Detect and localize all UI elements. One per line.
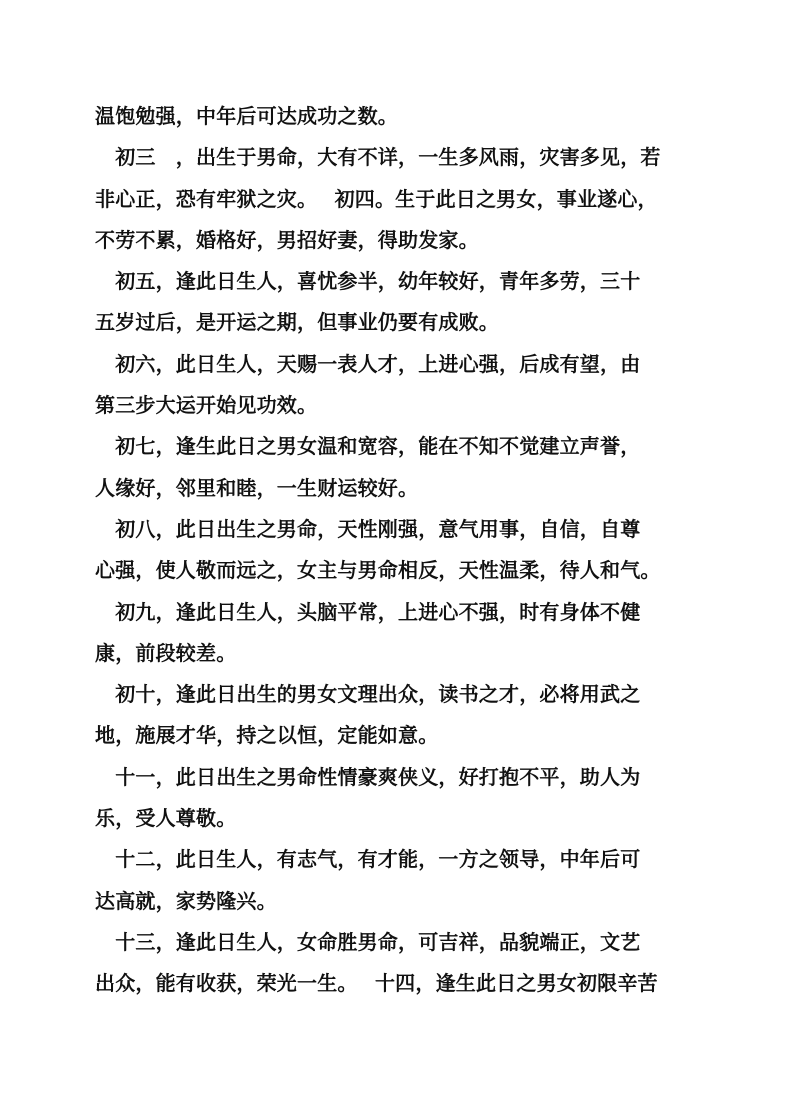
- text-line: 温饱勉强，中年后可达成功之数。: [95, 104, 398, 128]
- text-line: 初六，此日生人，天赐一表人才，上进心强，后成有望，由: [95, 351, 641, 376]
- text-line: 十二，此日生人，有志气，有才能，一方之领导，中年后可: [95, 847, 641, 872]
- text-line: 乐，受人尊敬。: [95, 806, 237, 831]
- text-line: 地，施展才华，持之以恒，定能如意。: [95, 723, 439, 748]
- text-line: 不劳不累，婚格好，男招好妻，得助发家。: [95, 227, 479, 252]
- text-line: 心强，使人敬而远之，女主与男命相反，天性温柔，待人和气。: [95, 558, 661, 583]
- text-line: 人缘好，邻里和睦，一生财运较好。: [95, 475, 419, 500]
- document-body: [95, 96, 705, 1005]
- text-line: 初九，逢此日生人，头脑平常，上进心不强，时有身体不健: [95, 599, 641, 624]
- text-line: 初八，此日出生之男命，天性刚强，意气用事，自信，自尊: [95, 516, 641, 541]
- text-line: 五岁过后，是开运之期，但事业仍要有成败。: [95, 310, 499, 335]
- text-line: 十一，此日出生之男命性情豪爽侠义，好打抱不平，助人为: [95, 764, 641, 789]
- text-line: 康，前段较差。: [95, 640, 237, 665]
- text-line: 出众，能有收获，荣光一生。 十四，逢生此日之男女初限辛苦: [95, 971, 658, 996]
- text-line: 第三步大运开始见功效。: [95, 393, 318, 418]
- text-line: 初五，逢此日生人，喜忧参半，幼年较好，青年多劳，三十: [95, 269, 641, 294]
- text-line: 非心正，恐有牢狱之灾。 初四。生于此日之男女，事业遂心，: [95, 186, 658, 211]
- text-line: 初十，逢此日出生的男女文理出众，读书之才，必将用武之: [95, 682, 641, 707]
- text-line: 初三 ，出生于男命，大有不详，一生多风雨，灾害多见，若: [95, 145, 661, 170]
- text-line: 十三，逢此日生人，女命胜男命，可吉祥，品貌端正，文艺: [95, 929, 641, 954]
- text-line: 达高就，家势隆兴。: [95, 888, 277, 913]
- text-line: 初七，逢生此日之男女温和宽容，能在不知不觉建立声誉，: [95, 434, 641, 459]
